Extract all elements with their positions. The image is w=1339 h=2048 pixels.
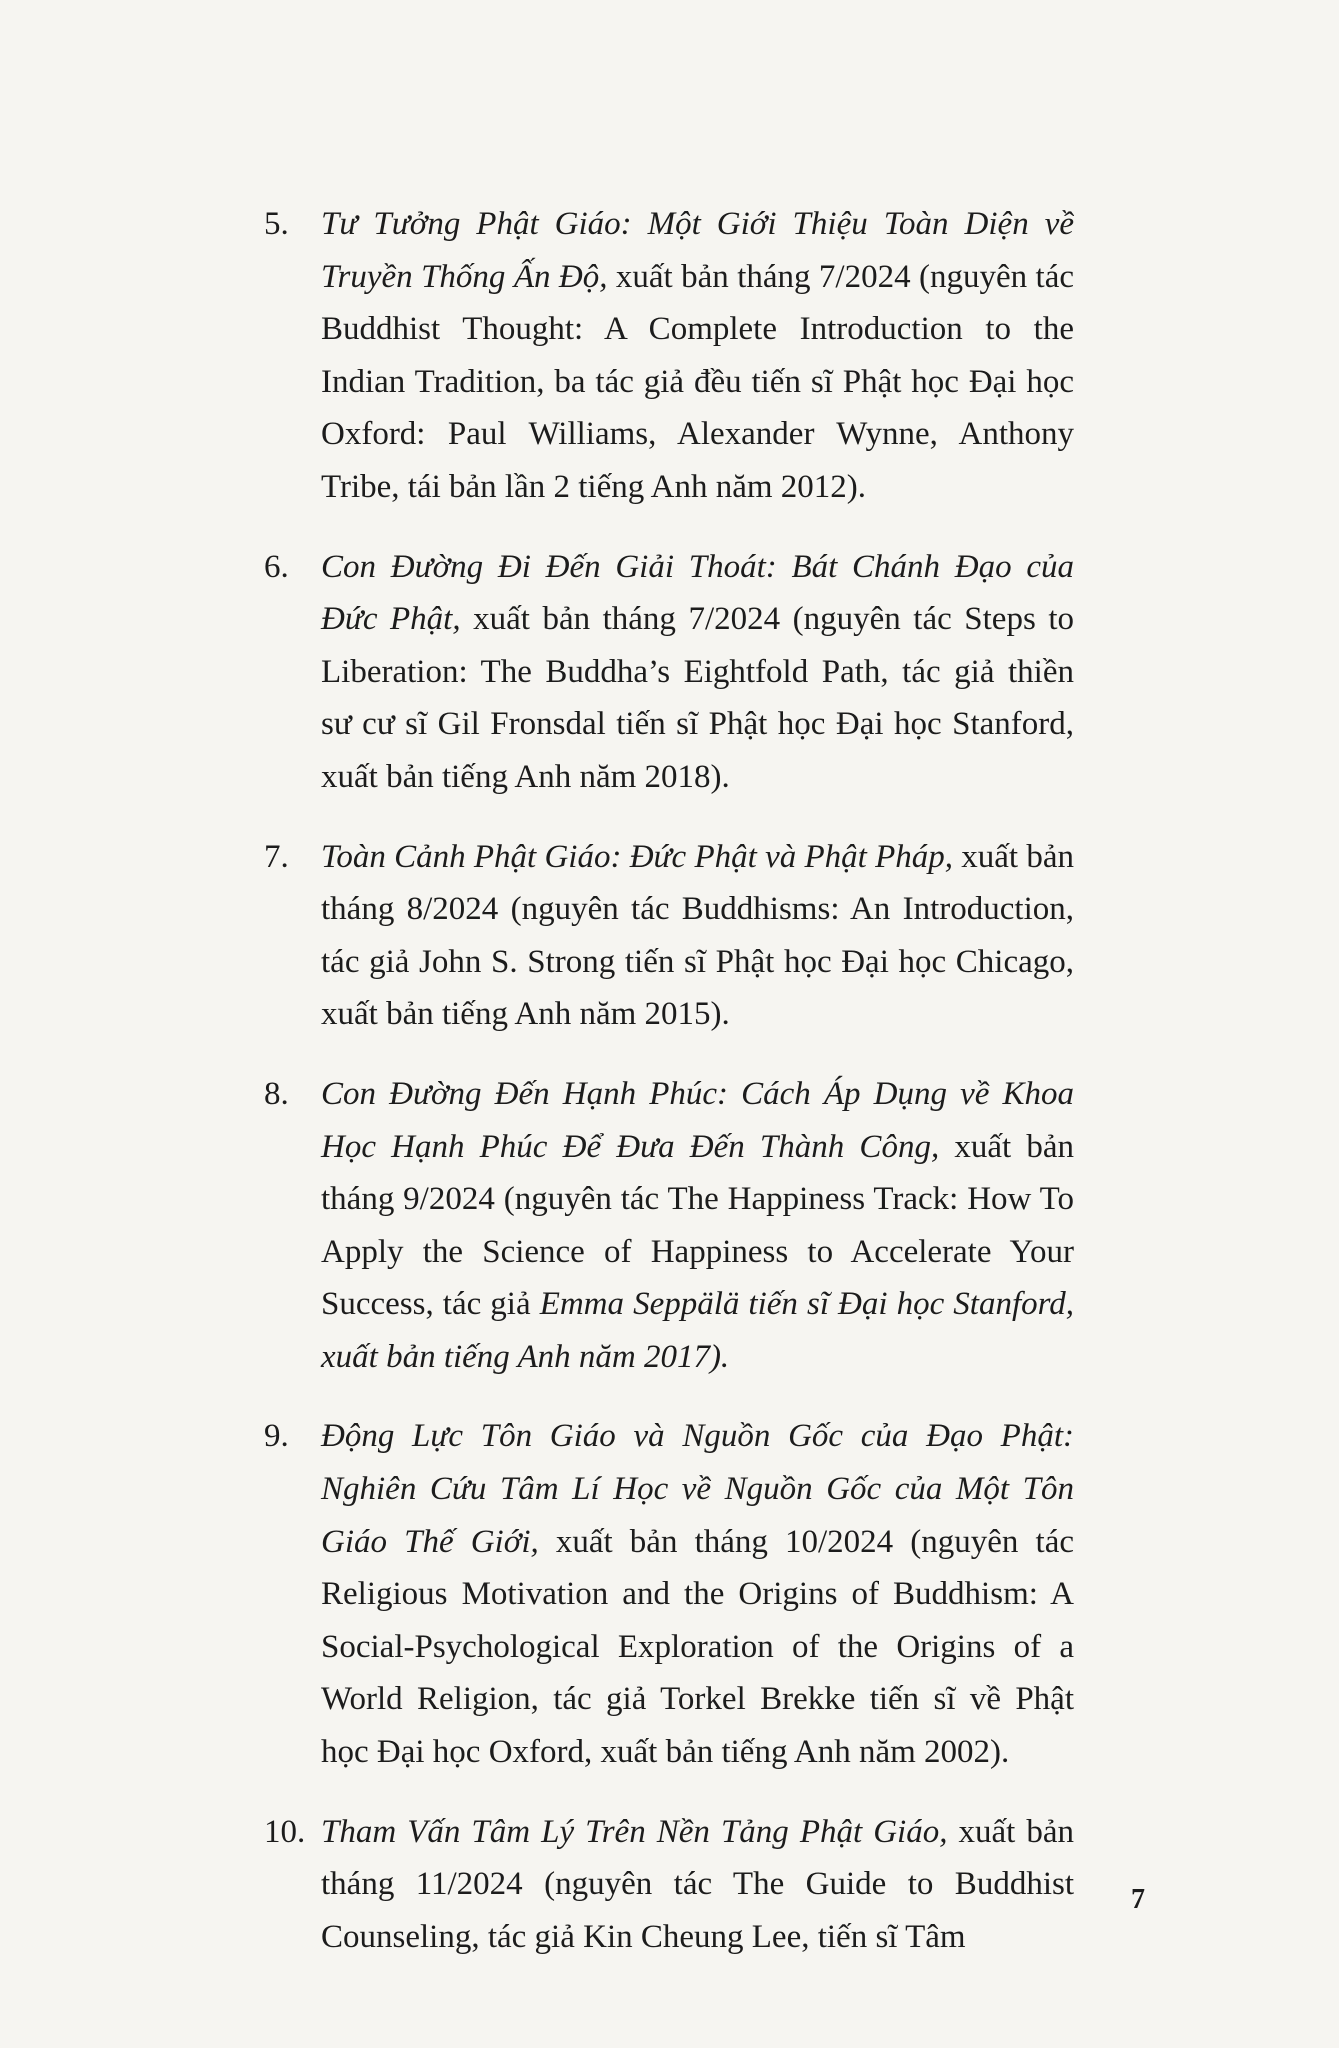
author-details-italic: Emma Seppälä tiến sĩ Đại học Stanford, xuất bản tiếng Anh năm 2017).: [321, 1286, 1075, 1375]
book-details: xuất bản tháng 9/2024 (nguyên tác The Happiness Track: How To Apply the Science of Happiness to Accelerate Your Success, tác giả: [321, 1128, 1075, 1323]
book-title: Toàn Cảnh Phật Giáo: Đức Phật và Phật Pháp,: [321, 838, 953, 875]
book-details: xuất bản tháng 7/2024 (nguyên tác Buddhist Thought: A Complete Introduction to the Indian Tradition, ba tác giả đều tiến sĩ Phật học Đại học Oxford: Paul Williams, Alexander Wynne, Anthony Tribe, tái bản lần 2 tiếng Anh năm 2012).: [321, 258, 1075, 505]
book-title: Con Đường Đi Đến Giải Thoát: Bát Chánh Đạo của Đức Phật,: [321, 548, 1074, 638]
book-title: Động Lực Tôn Giáo và Nguồn Gốc của Đạo Phật: Nghiên Cứu Tâm Lí Học về Nguồn Gốc của Một Tôn Giáo Thế Giới,: [321, 1418, 1074, 1560]
book-title: Tham Vấn Tâm Lý Trên Nền Tảng Phật Giáo,: [321, 1813, 948, 1850]
book-title: Con Đường Đến Hạnh Phúc: Cách Áp Dụng về Khoa Học Hạnh Phúc Để Đưa Đến Thành Công,: [321, 1075, 1074, 1165]
list-item: [264, 198, 1074, 514]
page-number: 7: [1131, 1884, 1145, 1915]
book-details: xuất bản tháng 7/2024 (nguyên tác Steps to Liberation: The Buddha’s Eightfold Path, tác giả thiền sư cư sĩ Gil Fronsdal tiến sĩ Phật học Đại học Stanford, xuất bản tiếng Anh năm 2018).: [321, 601, 1074, 795]
item-number: 10.: [264, 1813, 306, 1850]
item-number: 9.: [264, 1418, 289, 1455]
book-details: xuất bản tháng 10/2024 (nguyên tác Religious Motivation and the Origins of Buddhism: A Social-Psychological Exploration of the Origins of a World Religion, tác giả Torkel Brekke tiến sĩ về Phật học Đại học Oxford, xuất bản tiếng Anh năm 2002).: [321, 1523, 1075, 1771]
item-number: 7.: [264, 838, 289, 875]
list-item: [264, 1410, 1074, 1778]
item-number: 8.: [264, 1075, 289, 1112]
book-details: xuất bản tháng 8/2024 (nguyên tác Buddhisms: An Introduction, tác giả John S. Strong tiến sĩ Phật học Đại học Chicago, xuất bản tiếng Anh năm 2015).: [321, 838, 1074, 1033]
item-number: 6.: [264, 548, 289, 585]
book-title: Tư Tưởng Phật Giáo: Một Giới Thiệu Toàn Diện về Truyền Thống Ấn Độ,: [321, 206, 1074, 295]
list-item: [264, 1806, 1074, 1964]
book-details: xuất bản tháng 11/2024 (nguyên tác The Guide to Buddhist Counseling, tác giả Kin Cheung Lee, tiến sĩ Tâm: [321, 1813, 1074, 1955]
list-item: [264, 541, 1074, 804]
item-number: 5.: [264, 206, 289, 242]
list-item: [264, 831, 1074, 1041]
list-item: [264, 1068, 1074, 1384]
publication-list: [0, 198, 1074, 1963]
